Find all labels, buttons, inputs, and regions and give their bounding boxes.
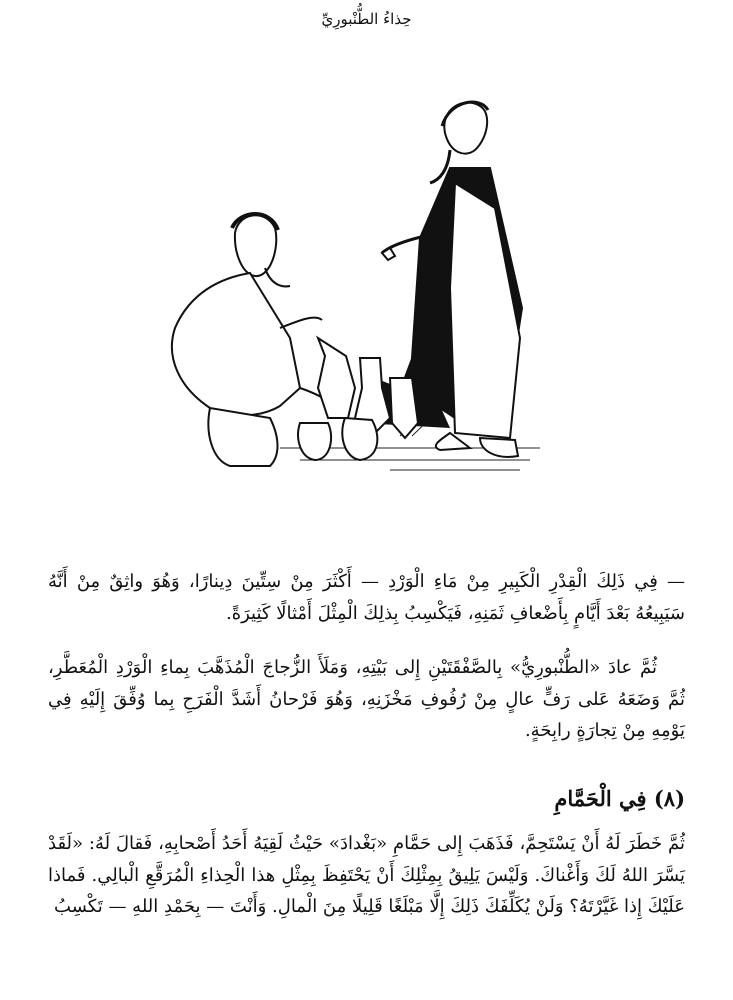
paragraph-1-text: — فِي ذَلِكَ الْقِدْرِ الْكَبِيرِ مِنْ مَاءِ الْوَرْدِ — أَكْثَرَ مِنْ سِتِّينَ دِينارًا، وَهُوَ واثِقٌ مِنْ أَنَّهُ سَيَبِيعُهُ بَعْدَ أَيَّامٍ بِأَضْعافِ ثَمَنِهِ، فَيَكْسِبُ بِذلِكَ الْمِثْلَ أَمْثالًا كَثِيرَةً.: [48, 571, 685, 624]
paragraph-3-text: ثُمَّ خَطَرَ لَهُ أَنْ يَسْتَحِمَّ، فَذَهَبَ إِلى حَمَّامِ «بَغْدادَ» حَيْثُ لَقِيَهُ أَحَدُ أَصْحابِهِ، فَقالَ لَهُ: «لَقَدْ يَسَّرَ اللهُ لَكَ وَأَغْناكَ. وَلَيْسَ يَلِيقُ بِمِثْلِكَ أَنْ يَحْتَفِظَ بِمِثْلِ هذا الْحِذاءِ الْمُرَقَّعِ الْبالِي. فَماذا عَلَيْكَ إِذا غَيَّرْتَهُ؟ وَلَنْ يُكَلِّفَكَ ذَلِكَ إِلَّا مَبْلَغًا قَلِيلًا مِنَ الْمالِ. وَأَنْتَ — بِحَمْدِ اللهِ — تَكْسِبُ: [48, 833, 685, 917]
paragraph-2: [48, 652, 685, 747]
paragraph-2-text: ثُمَّ عادَ «الطُّنْبورِيُّ» بِالصَّفْقَتَيْنِ إِلى بَيْتِهِ، وَمَلَأَ الزُّجاجَ الْمُذَهَّبَ بِماءِ الْوَرْدِ الْمُعَطَّرِ، ثُمَّ وَضَعَهُ عَلى رَفٍّ عالٍ مِنْ رُفُوفِ مَخْزَنِهِ، وَهُوَ فَرْحانُ أَشَدَّ الْفَرَحِ بِما وُفِّقَ إِلَيْهِ فِي يَوْمِهِ مِنْ تِجارَةٍ رابِحَةٍ.: [48, 657, 685, 741]
section-heading: (٨) فِي الْحَمَّامِ: [554, 786, 685, 811]
illustration-icon: [150, 88, 590, 488]
running-title: حِذاءُ الطُّنْبورِيِّ: [321, 10, 412, 28]
paragraph-continuation: [48, 566, 685, 629]
bottles: [298, 338, 418, 460]
paragraph-3: [48, 828, 685, 923]
